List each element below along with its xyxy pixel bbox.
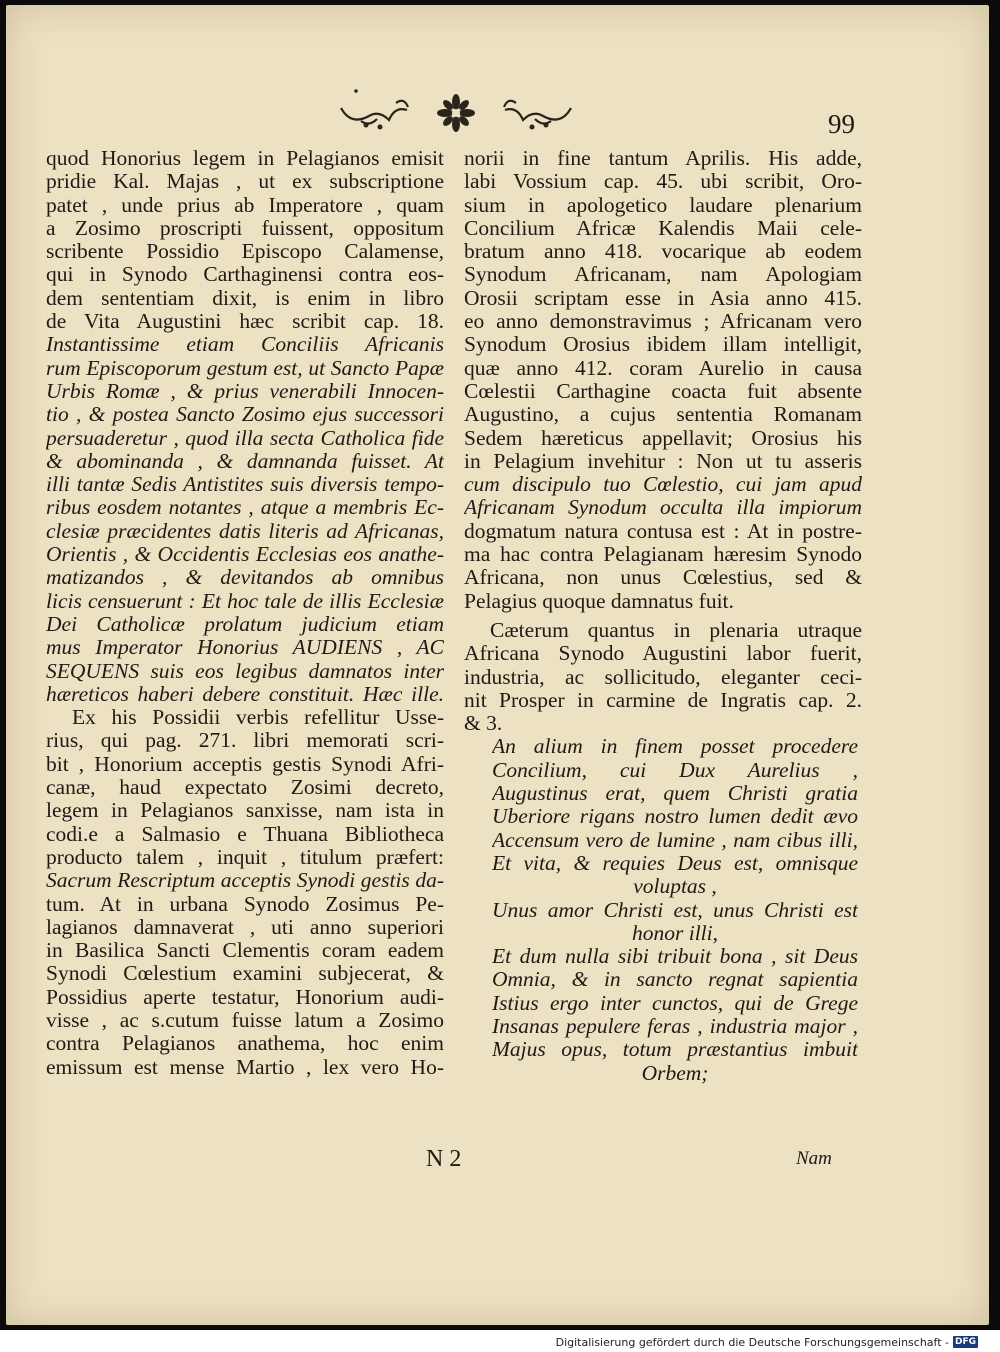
text-line: illi tantæ Sedis Antistites suis diversis tempo- — [46, 473, 444, 497]
text-line: Augustino, a cujus sententia Romanam — [464, 403, 862, 427]
text-line: ma hac contra Pelagianam hæresim Synodo — [464, 543, 862, 567]
dfg-logo: DFG — [954, 1337, 976, 1347]
text-line: patet , unde prius ab Imperatore , quam — [46, 193, 444, 217]
text-line: norii in fine tantum Aprilis. His adde, — [464, 147, 862, 170]
text-line: Accensum vero de lumine , nam cibus illi, — [492, 828, 858, 852]
text-line: Omnia, & in sancto regnat sapientia — [492, 968, 858, 992]
text-line: Cœlestii Carthagine coacta fuit absente — [464, 379, 862, 403]
text-line: qui in Synodo Carthaginensi contra eos- — [46, 263, 444, 287]
right-text-column — [464, 147, 862, 1085]
text-line: An alium in finem posset procedere — [492, 735, 858, 759]
printer-signature-mark: N 2 — [426, 1146, 462, 1172]
text-line: dogmatum natura contusa est : At in postre- — [464, 519, 862, 543]
text-line: hæreticos haberi debere constituit. Hæc ille. — [46, 682, 444, 706]
footer-credit-text: Digitalisierung gefördert durch die Deutsche Forschungsgemeinschaft - — [555, 1335, 949, 1349]
text-line: scribente Possidio Episcopo Calamense, — [46, 240, 444, 264]
text-line: Possidius aperte testatur, Honorium audi- — [46, 985, 444, 1009]
text-line: lagianos damnaverat , uti anno superiori — [46, 915, 444, 939]
text-line: voluptas , — [633, 874, 717, 899]
text-line: Africanam Synodum occulta illa impiorum — [464, 496, 862, 520]
text-line: pridie Kal. Majas , ut ex subscriptione — [46, 170, 444, 194]
text-line: legem in Pelagianos sanxisse, nam ista in — [46, 799, 444, 823]
text-line: matizandos , & devitandos ab omnibus — [46, 566, 444, 590]
text-line: Unus amor Christi est, unus Christi est — [492, 898, 858, 922]
text-line: emissum est mense Martio , lex vero Ho- — [46, 1055, 444, 1079]
text-line: Majus opus, totum præstantius imbuit — [492, 1038, 858, 1062]
catchword: Nam — [796, 1148, 832, 1169]
text-line: SEQUENS suis eos legibus damnatos inter — [46, 659, 444, 683]
text-line: Concilium, cui Dux Aurelius , — [492, 758, 858, 782]
text-line: Pelagius quoque damnatus fuit. — [464, 588, 734, 613]
text-line: quod Honorius legem in Pelagianos emisit — [46, 147, 444, 170]
text-line: Orbem; — [641, 1060, 709, 1085]
text-line: Sacrum Rescriptum acceptis Synodi gestis da- — [46, 869, 444, 893]
text-line: Et vita, & requies Deus est, omnisque — [492, 851, 858, 875]
text-line: Orosii scriptam esse in Asia anno 415. — [464, 286, 862, 310]
text-line: Sedem hæreticus appellavit; Orosius his — [464, 426, 862, 450]
text-line: ribus eosdem notantes , atque a membris Ec- — [46, 496, 444, 520]
text-line: a Zosimo proscripti fuissent, oppositum — [46, 216, 444, 240]
book-page — [6, 5, 989, 1325]
decorative-headpiece-ornament — [326, 83, 586, 143]
text-line: canæ, haud expectato Zosimi decreto, — [46, 776, 444, 800]
text-line: in Basilica Sancti Clementis coram eadem — [46, 939, 444, 963]
text-line: Urbis Romæ , & prius venerabili Innocen- — [46, 379, 444, 403]
text-line: rum Episcoporum gestum est, ut Sancto Papæ — [46, 356, 444, 380]
text-line: codi.e a Salmasio e Thuana Bibliotheca — [46, 822, 444, 846]
text-line: tio , & postea Sancto Zosimo ejus successori — [46, 403, 444, 427]
text-line: persuaderetur , quod illa secta Catholica fide — [46, 426, 444, 450]
text-line: cum discipulo tuo Cœlestio, cui jam apud — [464, 473, 862, 497]
text-line: de Vita Augustini hæc scribit cap. 18. — [46, 310, 444, 334]
text-line: licis censuerunt : Et hoc tale de illis Ecclesiæ — [46, 589, 444, 613]
text-line: contra Pelagianos anathema, hoc enim — [46, 1032, 444, 1056]
text-line: tum. At in urbana Synodo Zosimus Pe- — [46, 892, 444, 916]
text-line: Synodum Orosius ibidem illam intelligit, — [464, 333, 862, 357]
text-line: industria, ac sollicitudo, eleganter ceci- — [464, 665, 862, 689]
text-line: clesiæ præcidentes datis literis ad Africanas, — [46, 519, 444, 543]
text-line: rius, qui pag. 271. libri memorati scri- — [46, 729, 444, 753]
text-line: Cæterum quantus in plenaria utraque — [490, 618, 862, 642]
text-line: bratum anno 418. vocarique ab eodem — [464, 240, 862, 264]
text-line: quæ anno 412. coram Aurelio in causa — [464, 356, 862, 380]
text-line: eo anno demonstravimus ; Africanam vero — [464, 310, 862, 334]
text-line: nit Prosper in carmine de Ingratis cap. 2. — [464, 688, 862, 712]
text-line: visse , ac s.cutum fuisse latum a Zosimo — [46, 1008, 444, 1032]
text-line: Synodum Africanam, nam Apologiam — [464, 263, 862, 287]
text-line: Et dum nulla sibi tribuit bona , sit Deus — [492, 945, 858, 969]
text-line: & 3. — [464, 711, 503, 736]
text-line: Dei Catholicæ prolatum judicium etiam — [46, 612, 444, 636]
left-text-column — [46, 147, 444, 1079]
text-line: honor illi, — [631, 920, 718, 945]
text-line: dem sententiam dixit, is enim in libro — [46, 286, 444, 310]
text-line: Instantissime etiam Conciliis Africanis — [46, 333, 444, 357]
text-line: Synodi Cœlestium examini subjecerat, & — [46, 962, 444, 986]
page-number: 99 — [828, 109, 855, 139]
text-line: Uberiore rigans nostro lumen dedit ævo — [492, 805, 858, 829]
text-line: & abominanda , & damnanda fuisset. At — [46, 449, 444, 473]
digitization-footer — [556, 1334, 978, 1350]
text-line: Africana, non unus Cœlestius, sed & — [464, 566, 862, 590]
text-line: Ex his Possidii verbis refellitur Usse- — [72, 706, 444, 730]
text-line: producto talem , inquit , titulum præfert: — [46, 845, 444, 869]
text-line: in Pelagium invehitur : Non ut tu asseris — [464, 449, 862, 473]
text-line: labi Vossium cap. 45. ubi scribit, Oro- — [464, 170, 862, 194]
text-line: mus Imperator Honorius AUDIENS , AC — [46, 636, 444, 660]
text-line: Africana Synodo Augustini labor fuerit, — [464, 642, 862, 666]
text-line: Istius ergo inter cunctos, qui de Grege — [492, 991, 858, 1015]
text-line: Augustinus erat, quem Christi gratia — [492, 782, 858, 806]
text-line: bit , Honorium acceptis gestis Synodi Afri- — [46, 752, 444, 776]
text-line: Orientis , & Occidentis Ecclesias eos anathe- — [46, 543, 444, 567]
text-line: Concilium Africæ Kalendis Maii cele- — [464, 216, 862, 240]
text-line: sium in apologetico laudare plenarium — [464, 193, 862, 217]
text-line: Insanas pepulere feras , industria major , — [492, 1014, 858, 1038]
